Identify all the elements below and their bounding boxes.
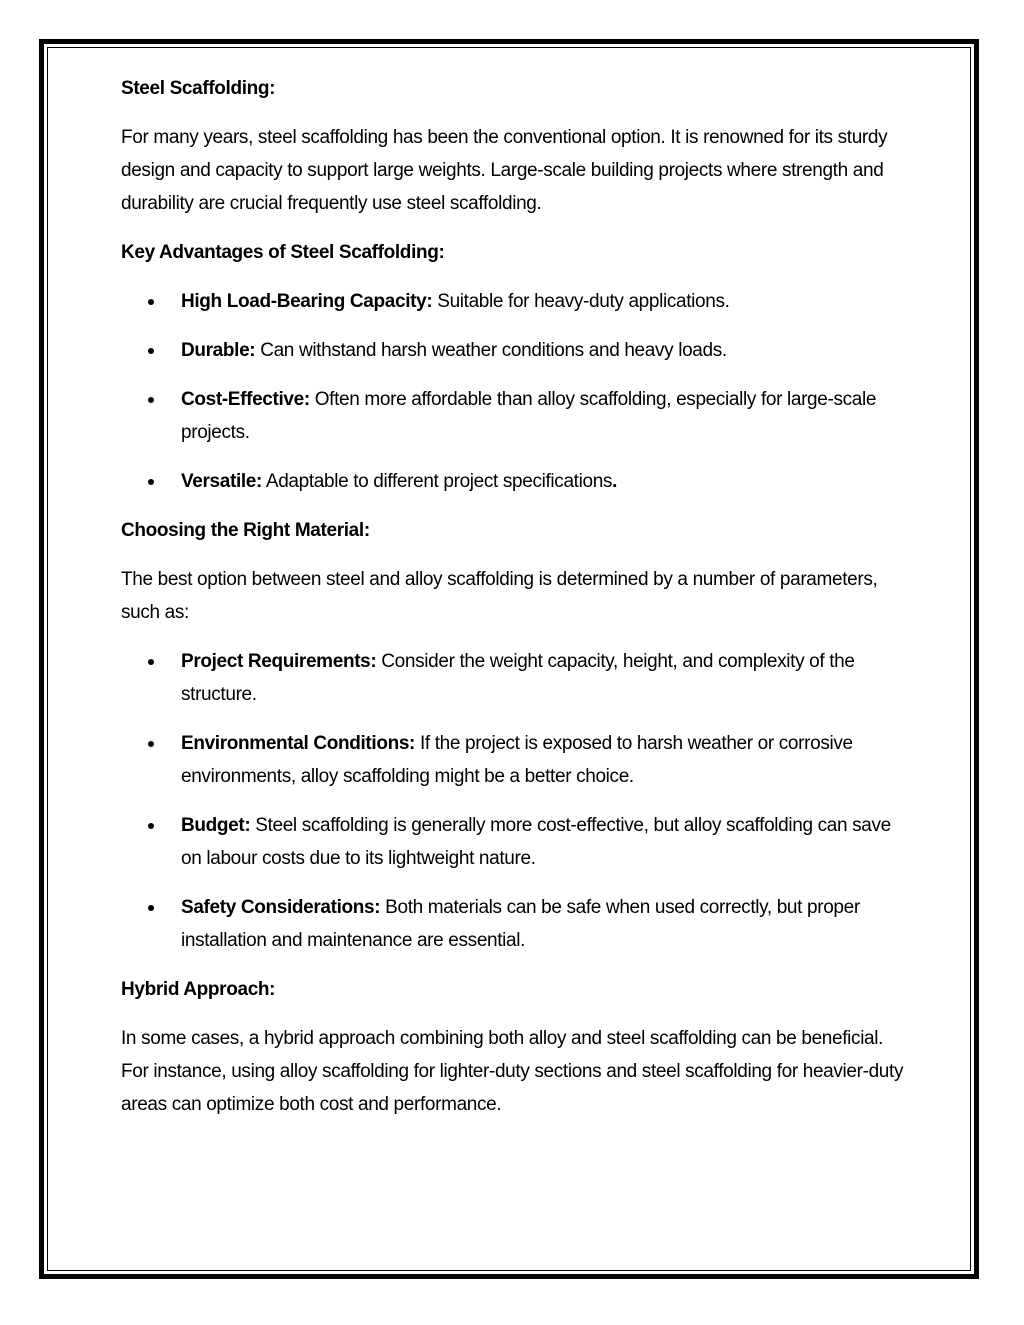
bullet-icon (148, 905, 154, 911)
list-item (121, 334, 911, 367)
bullet-icon (148, 659, 154, 665)
steel-scaffolding-intro: For many years, steel scaffolding has been the conventional option. It is renowned for its sturdy design and capacity to support large weights. Large-scale building projects where strength and durability are crucial frequently use steel scaffolding. (121, 127, 888, 214)
advantages-list (121, 285, 911, 498)
advantage-term: Versatile: (181, 471, 262, 492)
factor-text: Steel scaffolding is generally more cost-effective, but alloy scaffolding can save on labour costs due to its lightweight nature. (181, 815, 891, 869)
hybrid-approach-heading: Hybrid Approach: (121, 979, 276, 1000)
list-item (121, 383, 911, 449)
bullet-icon (148, 823, 154, 829)
factors-list (121, 645, 911, 957)
list-item (121, 809, 911, 875)
list-item (121, 891, 911, 957)
list-item (121, 645, 911, 711)
factor-term: Project Requirements: (181, 651, 377, 672)
choosing-material-intro: The best option between steel and alloy scaffolding is determined by a number of parameters, such as: (121, 569, 878, 623)
document-body (121, 72, 911, 1137)
advantage-term: Durable: (181, 340, 256, 361)
advantage-text: Often more affordable than alloy scaffolding, especially for large-scale projects. (181, 389, 877, 443)
list-item (121, 727, 911, 793)
bullet-icon (148, 397, 154, 403)
advantage-text: Can withstand harsh weather conditions and heavy loads. (255, 340, 727, 361)
steel-scaffolding-heading: Steel Scaffolding: (121, 78, 276, 99)
factor-term: Environmental Conditions: (181, 733, 416, 754)
factor-text: If the project is exposed to harsh weather or corrosive environments, alloy scaffolding might be a better choice. (181, 733, 853, 787)
advantage-term: Cost-Effective: (181, 389, 310, 410)
list-item (121, 465, 911, 498)
factor-term: Safety Considerations: (181, 897, 381, 918)
bullet-icon (148, 299, 154, 305)
factor-term: Budget: (181, 815, 251, 836)
bullet-icon (148, 741, 154, 747)
advantage-term: High Load-Bearing Capacity: (181, 291, 433, 312)
list-item (121, 285, 911, 318)
choosing-material-heading: Choosing the Right Material: (121, 520, 370, 541)
advantage-text: Suitable for heavy-duty applications. (432, 291, 730, 312)
factor-text: Consider the weight capacity, height, and complexity of the structure. (181, 651, 855, 705)
advantage-text: Adaptable to different project specifications (262, 471, 613, 492)
hybrid-approach-text: In some cases, a hybrid approach combining both alloy and steel scaffolding can be beneficial. For instance, using alloy scaffolding for lighter-duty sections and steel scaffolding for heavier-duty areas can optimize both cost and performance. (121, 1028, 904, 1115)
key-advantages-heading: Key Advantages of Steel Scaffolding: (121, 242, 445, 263)
factor-text: Both materials can be safe when used correctly, but proper installation and maintenance are essential. (181, 897, 860, 951)
bullet-icon (148, 479, 154, 485)
bullet-icon (148, 348, 154, 354)
advantage-trailing-period: . (612, 471, 617, 492)
